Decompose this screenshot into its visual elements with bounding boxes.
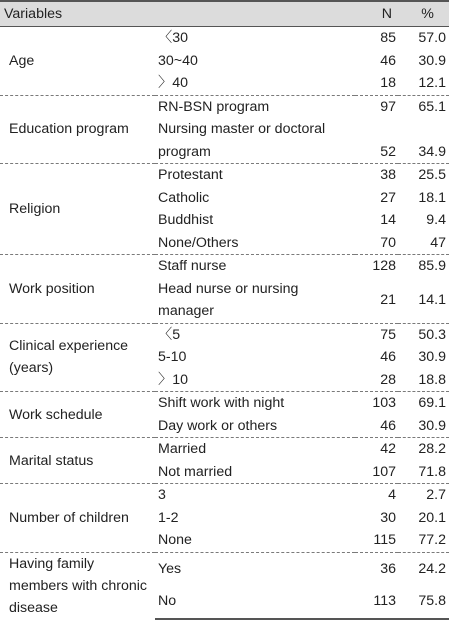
n-cell: 4 xyxy=(355,484,398,507)
percent-cell: 18.8 xyxy=(418,371,446,388)
variable-work-position: Work position xyxy=(0,255,155,324)
category-cell: Nursing master or doctoral program xyxy=(158,121,326,160)
category-cell: Shift work with night xyxy=(155,392,355,415)
n-cell: 27 xyxy=(380,189,396,206)
table-row xyxy=(0,255,449,278)
n-cell: 52 xyxy=(380,143,396,160)
variable-number-of-children: Number of children xyxy=(0,484,155,553)
category-cell: Yes xyxy=(155,552,355,585)
n-cell: 97 xyxy=(355,95,398,118)
percent-cell: 28.2 xyxy=(398,438,449,461)
percent-cell: 18.1 xyxy=(418,189,446,206)
category-cell: 〈30 xyxy=(155,27,355,50)
header-n: N xyxy=(355,1,398,27)
table-row xyxy=(0,392,449,415)
n-cell: 36 xyxy=(355,552,398,585)
percent-cell: 85.9 xyxy=(398,255,449,278)
percent-cell: 47 xyxy=(430,234,446,251)
category-cell: Head nurse or nursing manager xyxy=(158,280,299,319)
percent-cell: 20.1 xyxy=(418,509,446,526)
percent-cell: 30.9 xyxy=(418,52,446,69)
table-row xyxy=(0,323,449,346)
percent-cell: 50.3 xyxy=(398,323,449,346)
category-cell: Married xyxy=(155,438,355,461)
percent-cell: 12.1 xyxy=(418,75,446,91)
percent-cell: 24.2 xyxy=(398,552,449,585)
n-cell: 46 xyxy=(380,417,396,434)
variable-clinical-experience: Clinical experience (years) xyxy=(0,323,155,392)
category-cell: Not married xyxy=(158,463,233,480)
variable-education: Education program xyxy=(0,95,155,164)
n-cell: 18 xyxy=(380,75,396,91)
n-cell: 21 xyxy=(380,291,396,308)
category-cell: 3 xyxy=(155,484,355,507)
category-cell: No xyxy=(155,585,355,618)
category-cell: 5-10 xyxy=(158,349,187,365)
variable-religion: Religion xyxy=(0,164,155,255)
percent-cell: 14.1 xyxy=(418,291,446,308)
table-row xyxy=(0,484,449,507)
category-cell: 〉40 xyxy=(158,75,188,91)
n-cell: 70 xyxy=(380,234,396,251)
header-row xyxy=(0,1,449,27)
n-cell: 46 xyxy=(380,349,396,365)
category-cell: Catholic xyxy=(158,189,210,206)
n-cell: 28 xyxy=(380,371,396,388)
category-cell: Day work or others xyxy=(158,417,278,434)
percent-cell: 57.0 xyxy=(398,27,449,50)
percent-cell: 30.9 xyxy=(418,417,446,434)
percent-cell: 69.1 xyxy=(398,392,449,415)
n-cell: 46 xyxy=(380,52,396,69)
percent-cell: 30.9 xyxy=(418,349,446,365)
n-cell: 38 xyxy=(355,164,398,187)
category-cell: Buddhist xyxy=(158,212,214,228)
n-cell: 103 xyxy=(355,392,398,415)
variable-family-chronic-disease: Having family members with chronic disease xyxy=(0,552,155,619)
n-cell: 113 xyxy=(355,585,398,618)
n-cell: 30 xyxy=(380,509,396,526)
category-cell: None xyxy=(158,532,192,548)
n-cell: 115 xyxy=(373,532,396,548)
header-variables: Variables xyxy=(0,1,355,27)
n-cell: 107 xyxy=(372,463,396,480)
percent-cell: 2.7 xyxy=(398,484,449,507)
category-cell: 〉10 xyxy=(158,371,188,388)
n-cell: 75 xyxy=(355,323,398,346)
variable-marital-status: Marital status xyxy=(0,438,155,484)
table-row xyxy=(0,164,449,187)
percent-cell: 34.9 xyxy=(418,143,446,160)
table-row xyxy=(0,438,449,461)
table-row xyxy=(0,27,449,50)
category-cell: 1-2 xyxy=(158,509,179,526)
percent-cell: 77.2 xyxy=(418,532,446,548)
category-cell: 〈5 xyxy=(155,323,355,346)
table-row xyxy=(0,95,449,118)
category-cell: None/Others xyxy=(158,234,239,251)
n-cell: 85 xyxy=(355,27,398,50)
percent-cell: 71.8 xyxy=(418,463,446,480)
percent-cell: 75.8 xyxy=(398,585,449,618)
percent-cell: 9.4 xyxy=(426,212,446,228)
variable-age: Age xyxy=(0,27,155,96)
variable-work-schedule: Work schedule xyxy=(0,392,155,438)
header-percent: % xyxy=(398,1,449,27)
n-cell: 42 xyxy=(355,438,398,461)
category-cell: RN-BSN program xyxy=(155,95,355,118)
percent-cell: 25.5 xyxy=(398,164,449,187)
category-cell: Protestant xyxy=(155,164,355,187)
n-cell: 14 xyxy=(380,212,396,228)
percent-cell: 65.1 xyxy=(398,95,449,118)
category-cell: Staff nurse xyxy=(155,255,355,278)
table-row xyxy=(0,552,449,585)
category-cell: 30~40 xyxy=(158,52,198,69)
n-cell: 128 xyxy=(355,255,398,278)
